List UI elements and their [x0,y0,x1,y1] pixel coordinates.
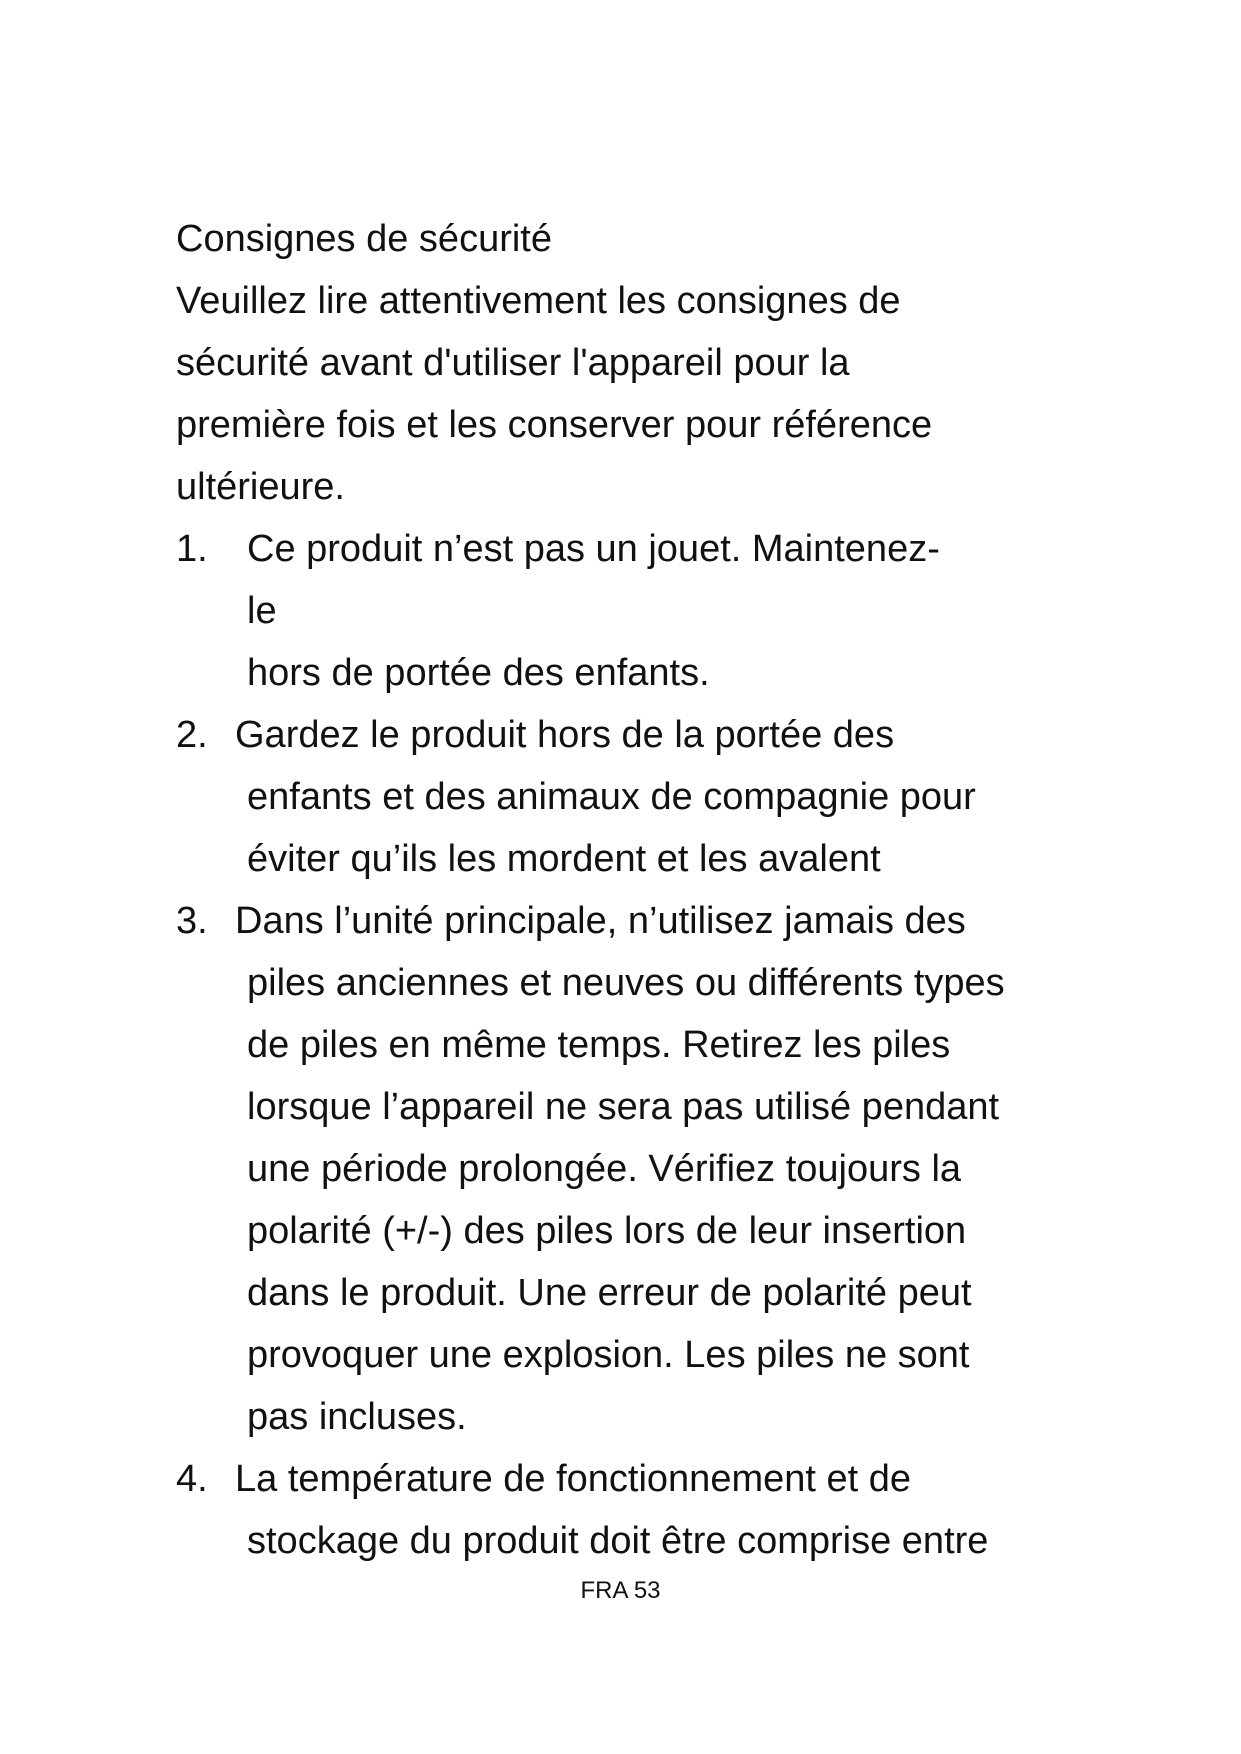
list-item-first-line: Ce produit n’est pas un jouet. Maintenez-le [247,528,940,632]
list-item [176,1448,1007,1572]
list-item-number: 4. [176,1458,208,1500]
list-item-text: stockage du produit doit être comprise entre [247,1520,989,1562]
intro-paragraph: Veuillez lire attentivement les consignes de sécurité avant d'utiliser l'appareil pour la première fois et les conserver pour référence ultérieure. [176,280,933,508]
list-item-number: 3. [176,900,208,942]
page-number: FRA 53 [580,1577,661,1604]
list-item [176,518,947,704]
list-item-text: hors de portée des enfants. [247,652,710,694]
section-heading: Consignes de sécurité [176,218,552,260]
page-content [176,208,1076,1572]
list-item-text: piles anciennes et neuves ou différents types de piles en même temps. Retirez les piles lorsque l’appareil ne sera pas utilisé pendant une période prolongée. Vérifiez toujours la polarité (+/-) des piles lors de leur insertion dans le produit. Une erreur de polarité peut provoquer une explosion. Les piles ne sont pas incluses. [247,962,1005,1438]
list-item [176,890,1007,1448]
list-item-number: 2. [176,714,208,756]
list-item-first-line: Gardez le produit hors de la portée des [235,714,895,756]
safety-list [176,518,1076,1572]
list-item-text: enfants et des animaux de compagnie pour éviter qu’ils les mordent et les avalent [247,776,976,880]
list-item-number: 1. [176,528,208,570]
list-item [176,704,987,890]
list-item-first-line: La température de fonctionnement et de [235,1458,912,1500]
list-item-first-line: Dans l’unité principale, n’utilisez jamais des [235,900,966,942]
